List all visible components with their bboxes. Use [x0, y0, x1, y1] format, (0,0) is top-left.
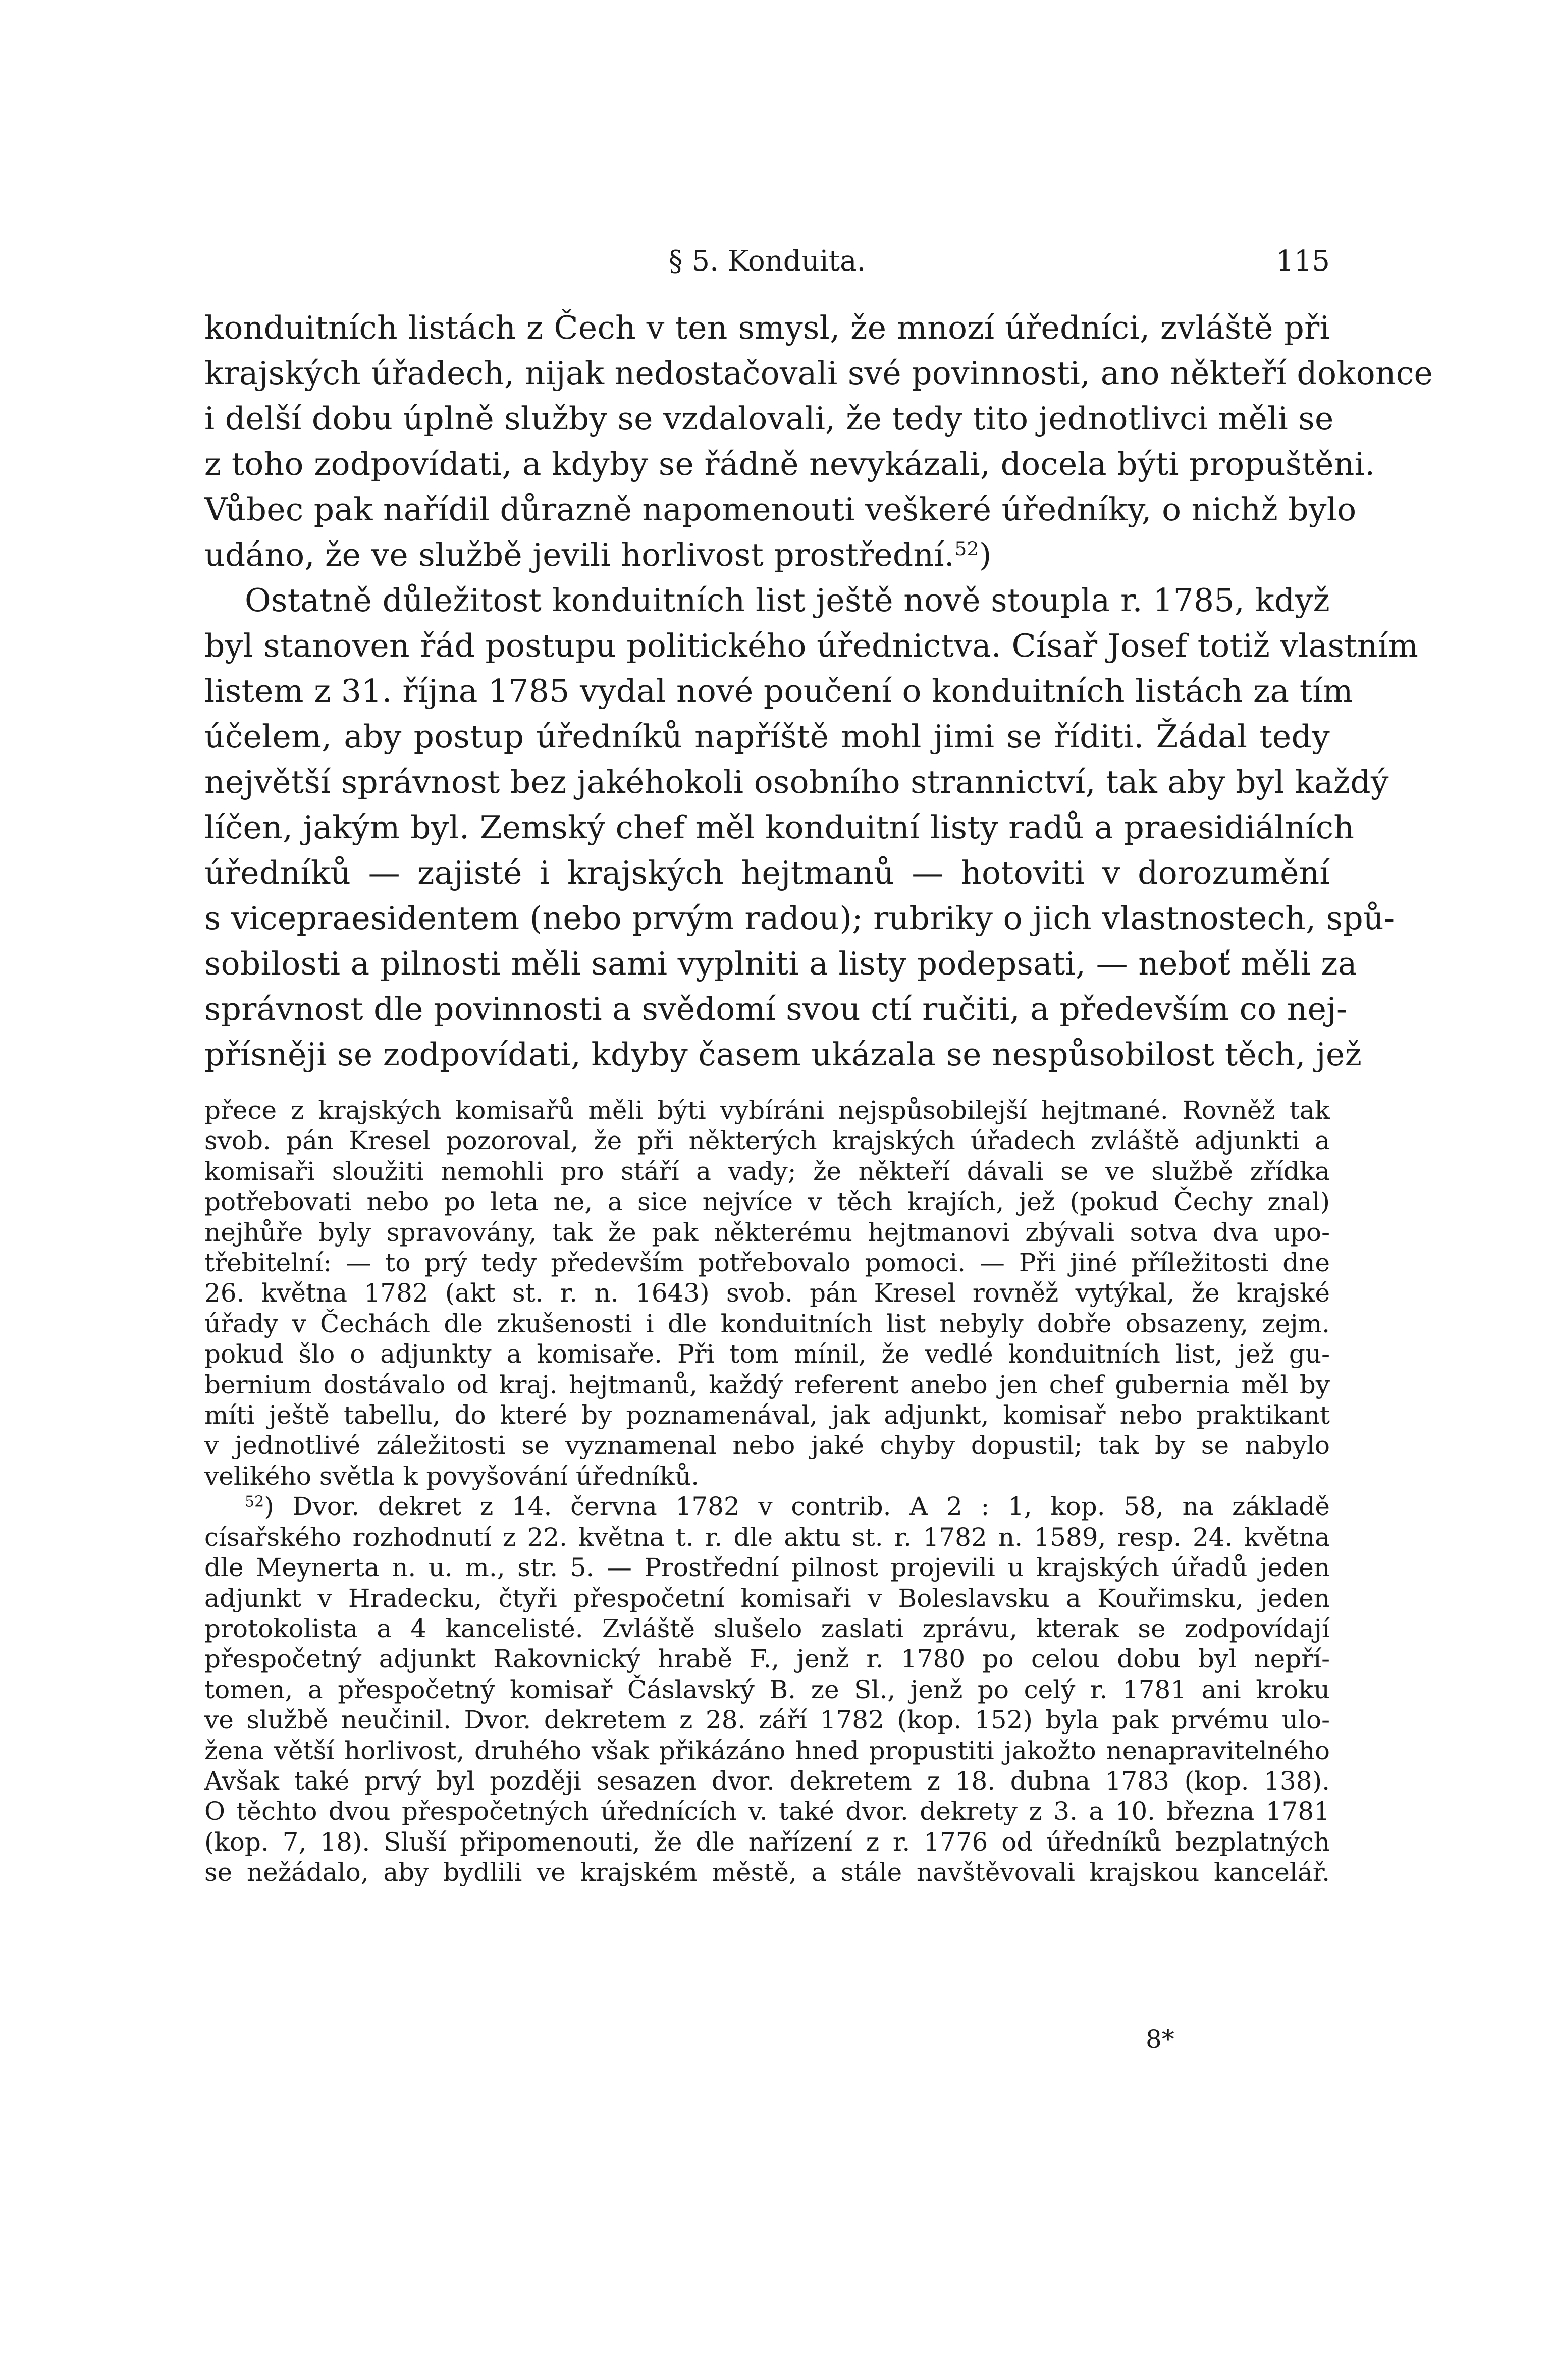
text-line: z toho zodpovídati, a kdyby se řádně nevykázali, docela býti propuštěni. — [204, 446, 1375, 482]
footnote-line: nejhůře byly spravovány, tak že pak některému hejtmanovi zbývali sotva dva upo- — [204, 1217, 1330, 1247]
text-line: největší správnost bez jakéhokoli osobního strannictví, tak aby byl každý — [204, 764, 1389, 800]
footnote-line: dle Meynerta n. u. m., str. 5. — Prostřední pilnost projevili u krajských úřadů jeden — [204, 1553, 1330, 1583]
footnote-ref: 52 — [954, 537, 979, 560]
text-line: s vicepraesidentem (nebo prvým radou); rubriky o jich vlastnostech, spů- — [204, 900, 1395, 937]
main-text — [204, 305, 1433, 1077]
footnote-line: žena větší horlivost, druhého však přikázáno hned propustiti jakožto nenapravitelného — [204, 1736, 1330, 1765]
footnote-line: třebitelní: — to prý tedy především potřebovalo pomoci. — Při jiné příležitosti dne — [204, 1248, 1330, 1278]
footnote-line: potřebovati nebo po leta ne, a sice nejvíce v těch krajích, jež (pokud Čechy znal) — [204, 1187, 1330, 1217]
footnote-line: se nežádalo, aby bydlili ve krajském městě, a stále navštěvovali krajskou kancelář. — [204, 1858, 1330, 1887]
text-line: i delší dobu úplně služby se vzdalovali, že tedy tito jednotlivci měli se — [204, 400, 1334, 437]
footnote-text: Dvor. dekret z 14. června 1782 v contrib. A 2 : 1, kop. 58, na základě — [274, 1492, 1330, 1522]
footnote-line: míti ještě tabellu, do které by poznamenával, jak adjunkt, komisař nebo praktikant — [204, 1400, 1330, 1430]
text-line: krajských úřadech, nijak nedostačovali své povinnosti, ano někteří dokonce — [204, 355, 1433, 392]
footnote-line: komisaři sloužiti nemohli pro stáří a vady; že někteří dávali se ve službě zřídka — [204, 1156, 1330, 1186]
signature-mark: 8* — [1146, 2025, 1174, 2054]
footnote-line: úřady v Čechách dle zkušenosti i dle konduitních list nebyly dobře obsazeny, zejm. — [204, 1309, 1330, 1338]
text-line: sobilosti a pilnosti měli sami vyplniti a listy podepsati, — neboť měli za — [204, 945, 1357, 982]
footnote-ref-paren: ) — [979, 536, 992, 573]
footnote-number-paren: ) — [264, 1492, 274, 1522]
text-line: Ostatně důležitost konduitních list ještě nově stoupla r. 1785, když — [245, 582, 1330, 619]
text-line: účelem, aby postup úředníků napříště mohl jimi se říditi. Žádal tedy — [204, 718, 1330, 755]
footnote-line: Avšak také prvý byl později sesazen dvor. dekretem z 18. dubna 1783 (kop. 138). — [204, 1766, 1330, 1796]
footnote-line: (kop. 7, 18). Sluší připomenouti, že dle nařízení z r. 1776 od úředníků bezplatných — [204, 1827, 1330, 1857]
footnote-line: přece z krajských komisařů měli býti vybíráni nejspůsobilejší hejtmané. Rovněž tak — [204, 1096, 1330, 1125]
footnote-line: císařského rozhodnutí z 22. května t. r. dle aktu st. r. 1782 n. 1589, resp. 24. května — [204, 1522, 1330, 1552]
footnote-line: tomen, a přespočetný komisař Čáslavský B. ze Sl., jenž po celý r. 1781 ani kroku — [204, 1674, 1330, 1704]
footnote-line: velikého světla k povyšování úředníků. — [204, 1461, 700, 1491]
text-line: úředníků — zajisté i krajských hejtmanů — hotoviti v dorozumění — [204, 854, 1330, 891]
text-line: přísněji se zodpovídati, kdyby časem ukázala se nespůsobilost těch, jež — [204, 1036, 1362, 1073]
text-line: správnost dle povinnosti a svědomí svou ctí ručiti, a především co nej- — [204, 991, 1348, 1027]
page-number: 115 — [1276, 245, 1330, 278]
footnote-line: protokolista a 4 kancelisté. Zvláště slušelo zaslati zprávu, kterak se zodpovídají — [204, 1613, 1330, 1643]
footnote-line: pokud šlo o adjunkty a komisaře. Při tom mínil, že vedlé konduitních list, jež gu- — [204, 1339, 1330, 1369]
footnote-line: adjunkt v Hradecku, čtyři přespočetní komisaři v Boleslavsku a Kouřimsku, jeden — [204, 1583, 1330, 1613]
text-line: byl stanoven řád postupu politického úřednictva. Císař Josef totiž vlastním — [204, 627, 1419, 664]
text-fragment: udáno, že ve službě jevili horlivost prostřední. — [204, 536, 955, 573]
footnote-line: přespočetný adjunkt Rakovnický hrabě F., jenž r. 1780 po celou dobu byl nepří- — [204, 1644, 1330, 1674]
footnote-line: svob. pán Kresel pozoroval, že při některých krajských úřadech zvláště adjunkti a — [204, 1126, 1330, 1156]
footnote-line: bernium dostávalo od kraj. hejtmanů, každý referent anebo jen chef gubernia měl by — [204, 1370, 1330, 1399]
text-line: líčen, jakým byl. Zemský chef měl konduitní listy radů a praesidiálních — [204, 809, 1355, 846]
section-title: § 5. Konduita. — [668, 245, 866, 278]
text-line: listem z 31. října 1785 vydal nové poučení o konduitních listách za tím — [204, 673, 1353, 710]
running-header — [204, 245, 1330, 285]
footnote-line: 26. května 1782 (akt st. r. n. 1643) svob. pán Kresel rovněž vytýkal, že krajské — [204, 1278, 1330, 1308]
text-line: Vůbec pak nařídil důrazně napomenouti veškeré úředníky, o nichž bylo — [204, 491, 1357, 528]
footnote-line: v jednotlivé záležitosti se vyznamenal nebo jaké chyby dopustil; tak by se nabylo — [204, 1431, 1330, 1461]
footnote-line: O těchto dvou přespočetných úřednících v. také dvor. dekrety z 3. a 10. března 1781 — [204, 1797, 1330, 1826]
text-line: konduitních listách z Čech v ten smysl, že mnozí úředníci, zvláště při — [204, 309, 1330, 346]
text-line — [204, 532, 1330, 578]
footnote-52-first-line — [204, 1491, 1330, 1522]
footnotes — [204, 1095, 1330, 1888]
footnote-number: 52 — [245, 1493, 264, 1511]
footnote-line: ve službě neučinil. Dvor. dekretem z 28. září 1782 (kop. 152) byla pak prvému ulo- — [204, 1705, 1330, 1735]
